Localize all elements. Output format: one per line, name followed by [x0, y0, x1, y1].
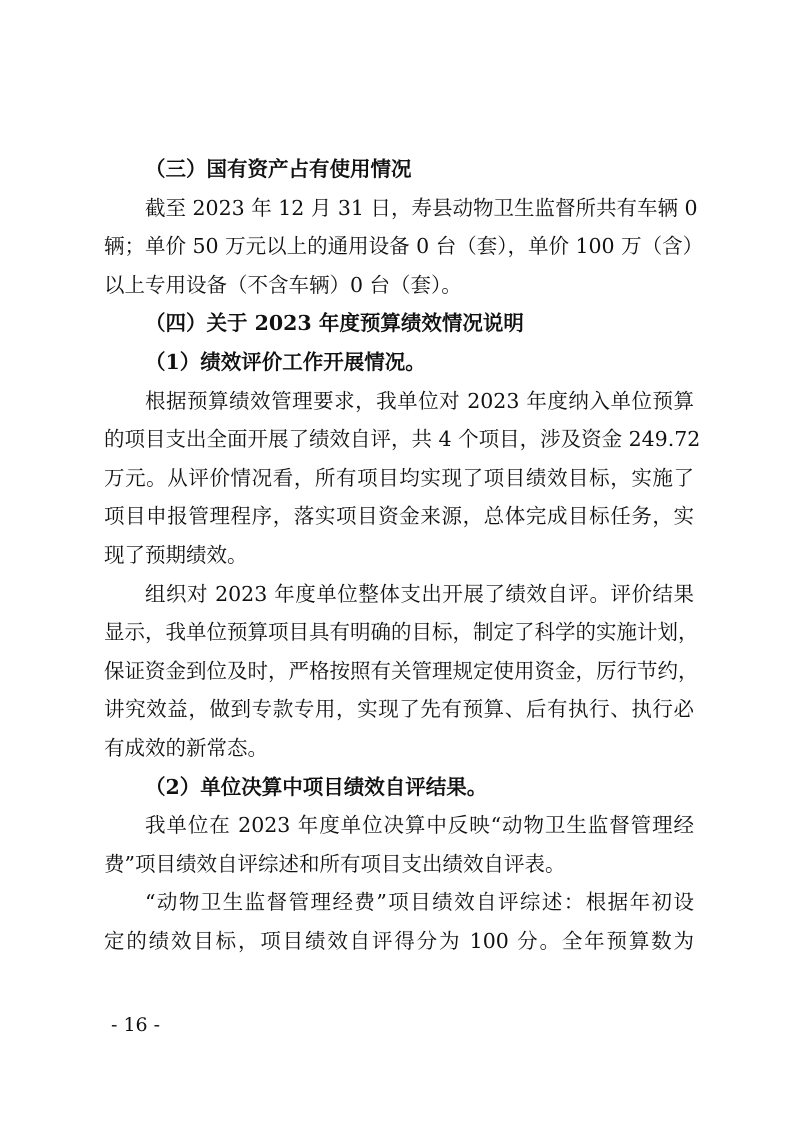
- paragraph-line: 我单位在 2023 年度单位决算中反映“动物卫生监督管理经: [145, 813, 694, 838]
- paragraph-line: 有成效的新常态。: [104, 735, 268, 760]
- paragraph-line: 以上专用设备（不含车辆）0 台（套）。: [104, 272, 462, 297]
- section-heading-performance: （四）关于 2023 年度预算绩效情况说明: [145, 311, 524, 336]
- paragraph-line: 万元。从评价情况看，所有项目均实现了项目绩效目标，实施了: [104, 465, 694, 490]
- paragraph-line: 显示，我单位预算项目具有明确的目标，制定了科学的实施计划，: [104, 620, 699, 645]
- paragraph-line: 截至 2023 年 12 月 31 日，寿县动物卫生监督所共有车辆 0: [145, 195, 698, 220]
- page-number: - 16 -: [111, 1014, 161, 1036]
- paragraph-line: 的项目支出全面开展了绩效自评，共 4 个项目，涉及资金 249.72: [104, 427, 701, 452]
- paragraph-line: 辆；单价 50 万元以上的通用设备 0 台（套），单价 100 万（含）: [104, 234, 704, 259]
- paragraph-line: 项目申报管理程序，落实项目资金来源，总体完成目标任务，实: [104, 504, 694, 529]
- paragraph-line: 组织对 2023 年度单位整体支出开展了绩效自评。评价结果: [145, 581, 694, 606]
- paragraph-line: 费”项目绩效自评综述和所有项目支出绩效自评表。: [104, 851, 566, 876]
- paragraph-line: 定的绩效目标，项目绩效自评得分为 100 分。全年预算数为: [104, 928, 694, 953]
- document-body: [104, 150, 704, 960]
- subsection-heading-evaluation-work: （1）绩效评价工作开展情况。: [145, 349, 426, 374]
- paragraph-line: 现了预期绩效。: [104, 542, 248, 567]
- paragraph-line: “动物卫生监督管理经费”项目绩效自评综述：根据年初设: [145, 890, 694, 915]
- subsection-heading-self-evaluation-results: （2）单位决算中项目绩效自评结果。: [145, 774, 488, 799]
- paragraph-line: 保证资金到位及时，严格按照有关管理规定使用资金，厉行节约，: [104, 658, 699, 683]
- paragraph-line: 根据预算绩效管理要求，我单位对 2023 年度纳入单位预算: [145, 388, 694, 413]
- paragraph-line: 讲究效益，做到专款专用，实现了先有预算、后有执行、执行必: [104, 697, 694, 722]
- section-heading-state-assets: （三）国有资产占有使用情况: [145, 157, 412, 181]
